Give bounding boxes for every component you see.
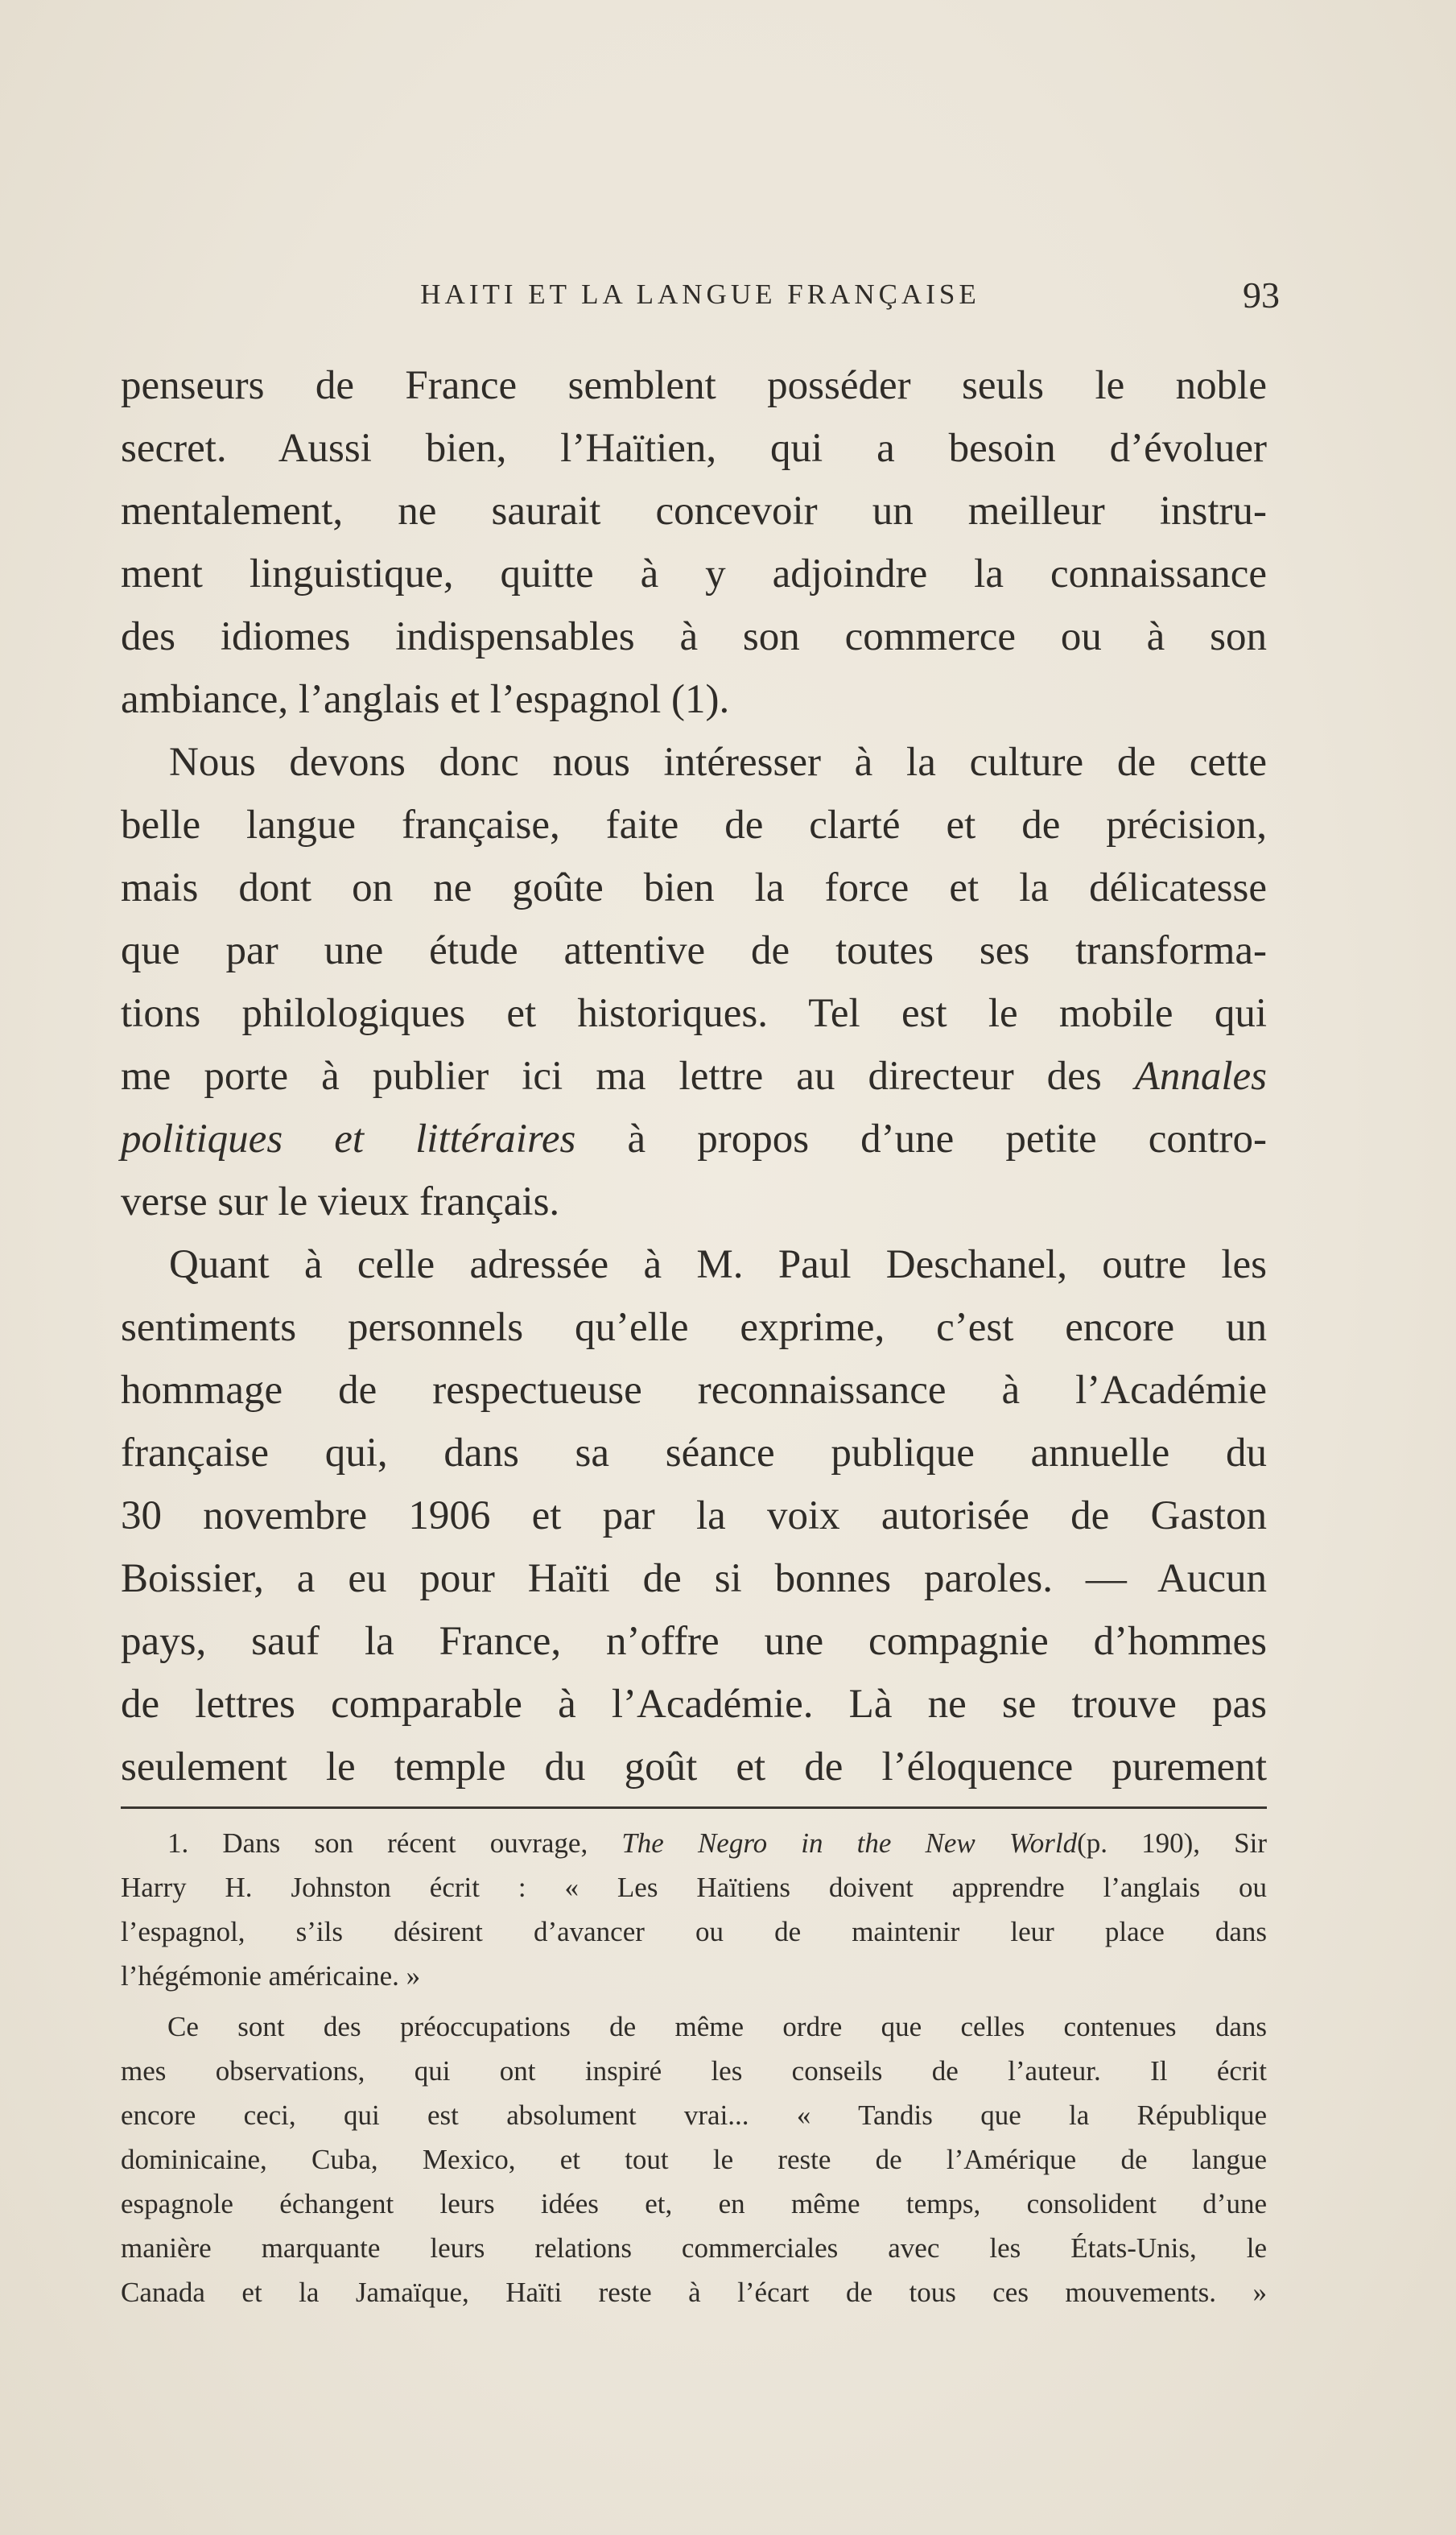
text-line: hommage de respectueuse reconnaissance à l’Académie	[121, 1368, 1267, 1413]
text-line	[121, 1108, 1267, 1170]
text-line: ment linguistique, quitte à y adjoindre la connaissance	[121, 551, 1267, 597]
text-line: seulement le temple du goût et de l’éloquence purement	[121, 1744, 1267, 1790]
text-line: secret. Aussi bien, l’Haïtien, qui a besoin d’évoluer	[121, 426, 1267, 471]
italic-title: The Negro in the New World	[621, 1827, 1078, 1859]
footnotes	[121, 1821, 1267, 2314]
footnote-line	[121, 1821, 1267, 1865]
text-line: que par une étude attentive de toutes ses transforma-	[121, 928, 1267, 973]
text-segment: à propos d’une petite contro-	[627, 1117, 1268, 1162]
footnote-line: dominicaine, Cuba, Mexico, et tout le reste de l’Amérique de langue	[121, 2144, 1267, 2175]
footnote-line: manière marquante leurs relations commerciales avec les États-Unis, le	[121, 2232, 1267, 2264]
footnote-line: encore ceci, qui est absolument vrai... « Tandis que la République	[121, 2099, 1267, 2131]
running-title: HAITI ET LA LANGUE FRANÇAISE	[420, 279, 980, 310]
text-line: Boissier, a eu pour Haïti de si bonnes paroles. — Aucun	[121, 1556, 1267, 1601]
text-line: ambiance, l’anglais et l’espagnol (1).	[121, 677, 730, 722]
text-segment: me porte à publier ici ma lettre au directeur des	[121, 1054, 1102, 1099]
footnote-line: Harry H. Johnston écrit : « Les Haïtiens doivent apprendre l’anglais ou	[121, 1872, 1267, 1903]
footnote-rule	[121, 1806, 1267, 1809]
footnote-line: l’hégémonie américaine. »	[121, 1960, 421, 1992]
text-line: française qui, dans sa séance publique annuelle du	[121, 1431, 1267, 1476]
text-line: de lettres comparable à l’Académie. Là ne se trouve pas	[121, 1682, 1267, 1727]
text-line: verse sur le vieux français.	[121, 1179, 560, 1224]
footnote-line: espagnole échangent leurs idées et, en même temps, consolident d’une	[121, 2188, 1267, 2219]
text-line: mais dont on ne goûte bien la force et la délicatesse	[121, 865, 1267, 910]
italic-title: politiques et littéraires	[121, 1117, 576, 1162]
footnote-line: Canada et la Jamaïque, Haïti reste à l’écart de tous ces mouvements. »	[121, 2277, 1267, 2308]
text-line: tions philologiques et historiques. Tel est le mobile qui	[121, 991, 1267, 1036]
text-line: sentiments personnels qu’elle exprime, c’est encore un	[121, 1305, 1267, 1350]
running-head	[121, 275, 1280, 316]
footnote-line: l’espagnol, s’ils désirent d’avancer ou de maintenir leur place dans	[121, 1916, 1267, 1947]
text-line: Nous devons donc nous intéresser à la culture de cette	[169, 740, 1267, 785]
text-line: des idiomes indispensables à son commerce ou à son	[121, 614, 1267, 659]
text-segment: 1. Dans son récent ouvrage,	[167, 1827, 588, 1859]
text-line	[121, 1045, 1267, 1108]
italic-title: Annales	[1134, 1054, 1267, 1099]
text-line: Quant à celle adressée à M. Paul Deschanel, outre les	[169, 1242, 1267, 1287]
text-line: belle langue française, faite de clarté et de précision,	[121, 803, 1267, 848]
text-line: mentalement, ne saurait concevoir un meilleur instru-	[121, 489, 1267, 534]
page-number: 93	[1243, 275, 1280, 316]
text-line: pays, sauf la France, n’offre une compagnie d’hommes	[121, 1619, 1267, 1664]
text-line: penseurs de France semblent posséder seuls le noble	[121, 363, 1267, 408]
footnote-line: Ce sont des préoccupations de même ordre que celles contenues dans	[167, 2011, 1267, 2042]
text-segment: (p. 190), Sir	[1077, 1827, 1268, 1859]
body-text	[121, 354, 1267, 1798]
text-line: 30 novembre 1906 et par la voix autorisée de Gaston	[121, 1493, 1267, 1538]
footnote-line: mes observations, qui ont inspiré les conseils de l’auteur. Il écrit	[121, 2055, 1267, 2087]
